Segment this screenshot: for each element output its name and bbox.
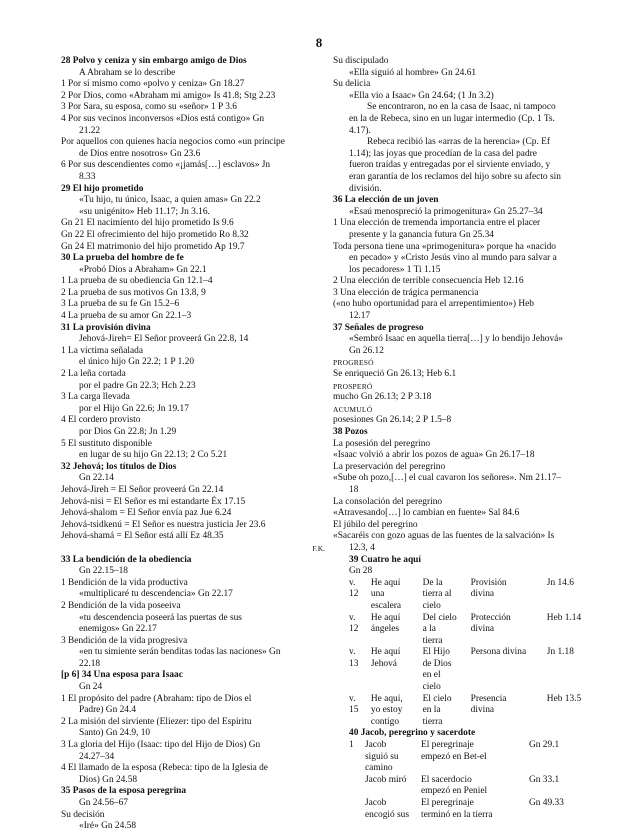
text-line: Gn 22.15–18 <box>79 566 128 577</box>
text-line: ACUMULÓ <box>333 404 373 414</box>
reference-cell: Gn 33.1 <box>529 774 560 785</box>
author-initials: F.K. <box>312 543 325 553</box>
section-heading: 29 El hijo prometido <box>61 183 144 194</box>
page-number: 8 <box>315 35 323 50</box>
text-line: posesiones Gn 26.14; 2 P 1.5–8 <box>333 415 452 426</box>
text-line: eran garantía de los reclamos del hijo sobre su afecto sin <box>349 171 561 182</box>
text-line: Su discipulado <box>333 56 389 66</box>
text-line: 12.17 <box>349 311 371 322</box>
text-line: Su decisión <box>61 809 105 820</box>
text-line: Jehová-Jireh= El Señor proveerá Gn 22.8, 14 <box>79 334 249 345</box>
left-column <box>61 56 325 833</box>
number-cell <box>349 798 365 821</box>
text-line: Gn 24 El matrimonio del hijo prometido Ap 19.7 <box>61 241 245 252</box>
text-line: «Iré» Gn 24.58 <box>79 821 137 832</box>
section-heading: 40 Jacob, peregrino y sacerdote <box>349 728 476 739</box>
text-line <box>61 543 325 555</box>
divine-cell: Persona divina <box>470 647 527 658</box>
jacob-action-cell: Jacob encogió sus <box>365 798 410 820</box>
text-line: Gn 26.12 <box>349 345 384 356</box>
text-line: Se encontraron, no en la casa de Isaac, ni tampoco <box>367 102 556 113</box>
reference-cell: Gn 49.33 <box>529 798 564 808</box>
text-line: Por aquellos con quienes hacía negocios como «un príncipe <box>61 137 285 148</box>
verse-cell: v. 12 <box>349 612 359 635</box>
text-line: enemigos» Gn 22.17 <box>79 624 157 635</box>
text-line: 3 La gloria del Hijo (Isaac: tipo del Hijo de Dios) Gn <box>61 740 261 751</box>
text-line: Gn 28 <box>349 566 373 577</box>
section-heading: 32 Jehová; los títulos de Dios <box>61 461 177 472</box>
text-line: El júbilo del peregrino <box>333 519 418 530</box>
text-line: 4 Por sus vecinos inconversos «Dios está contigo» Gn <box>61 113 265 124</box>
section-heading: 31 La provisión divina <box>61 322 151 333</box>
table-row <box>349 578 591 613</box>
text-line: 5 El sustituto disponible <box>61 438 152 449</box>
text-line: 2 La misión del sirviente (Eliezer: tipo del Espíritu <box>61 716 252 727</box>
direction-cell: El Hijo de Dios en el cielo <box>422 647 452 693</box>
text-line: Gn 22.14 <box>79 473 114 484</box>
text-line: 1 Por sí mismo como «polvo y ceniza» Gn 18.27 <box>61 79 245 90</box>
right-column <box>333 56 591 821</box>
text-line: 3 Una elección de trágica permanencia <box>333 287 479 298</box>
table-row <box>349 775 579 798</box>
text-line: 3 Por Sara, su esposa, como su «señor» 1 P 3.6 <box>61 102 237 113</box>
reference-cell: Heb 13.5 <box>546 693 582 704</box>
he-aqui-cell: He aquí, yo estoy contigo <box>370 693 403 727</box>
text-line: el único hijo Gn 22.2; 1 P 1.20 <box>79 357 195 368</box>
reference-cell: Jn 14.6 <box>546 577 574 588</box>
jacob-table <box>349 740 579 821</box>
text-line: «Ella siguió al hombre» Gn 24.61 <box>349 67 477 78</box>
text-line: 4 El llamado de la esposa (Rebeca: tipo de la Iglesia de <box>61 763 268 774</box>
text-line: por el padre Gn 22.3; Hch 2.23 <box>79 380 196 391</box>
section-heading: 35 Pasos de la esposa peregrina <box>61 786 187 797</box>
text-line: «Atravesando[…] lo cambian en fuente» Sal 84.6 <box>333 508 520 519</box>
table-row <box>349 613 591 648</box>
text-line: Su delicia <box>333 79 371 90</box>
text-line: («no hubo oportunidad para el arrepentimiento») Heb <box>333 299 534 310</box>
verse-cell: v. 13 <box>349 647 359 669</box>
text-line: La consolación del peregrino <box>333 496 443 507</box>
verse-cell: v. 12 <box>349 577 359 600</box>
section-heading: 39 Cuatro he aquí <box>349 554 421 565</box>
text-line: 4.17). <box>349 125 371 136</box>
text-line: 8.33 <box>79 171 96 182</box>
text-line: Jehová-nisi = El Señor es mi estandarte Éx 17.15 <box>61 496 246 507</box>
text-line: PROGRESÓ <box>333 358 374 368</box>
number-cell: 1 <box>349 740 354 751</box>
text-line: división. <box>349 183 382 194</box>
text-line: Rebeca recibió las «arras de la herencia» (Cp. Ef <box>367 137 550 148</box>
text-line: 22.18 <box>79 658 101 669</box>
text-line: los pecadores» 1 Ti 1.15 <box>349 264 441 275</box>
text-line: 1 La víctima señalada <box>61 345 143 356</box>
text-line: de Dios entre nosotros» Gn 23.6 <box>79 148 201 159</box>
section-heading: 28 Polvo y ceniza y sin embargo amigo de Dios <box>61 56 247 66</box>
text-line: «tu descendencia poseerá las puertas de sus <box>79 612 242 623</box>
text-line: en pecado» y «Cristo Jesús vino al mundo para salvar a <box>349 253 557 264</box>
reference-cell: Jn 1.18 <box>546 647 574 658</box>
text-line: 6 Por sus descendientes como «¡jamás[…] esclavos» Jn <box>61 160 271 171</box>
text-line: «en tu simiente serán benditas todas las naciones» Gn <box>79 647 281 658</box>
text-line: por Dios Gn 22.8; Jn 1.29 <box>79 427 177 437</box>
description-cell: El peregrinaje terminó en la tierra <box>421 798 493 820</box>
table-row <box>349 647 591 693</box>
table-row <box>349 694 591 729</box>
text-line: Dios) Gn 24.58 <box>79 774 138 785</box>
text-line: 3 La carga llevada <box>61 392 130 403</box>
text-line: 1 Una elección de tremenda importancia entre el placer <box>333 218 541 229</box>
text-line: «Sube oh pozo,[…] el cual cavaron los señores». Nm 21.17– <box>333 473 562 484</box>
verse-cell: v. 15 <box>349 693 359 716</box>
he-aqui-cell: He aquí Jehová <box>370 647 401 669</box>
table-row <box>349 740 579 775</box>
direction-cell: Del cielo a la tierra <box>422 612 457 646</box>
text-line: Gn 22 El ofrecimiento del hijo prometido Ro 8.32 <box>61 229 249 240</box>
text-line: 18 <box>349 484 359 495</box>
text-line: en lugar de su hijo Gn 22.13; 2 Co 5.21 <box>79 450 228 461</box>
he-aqui-cell: He aquí ángeles <box>370 612 401 635</box>
text-line: «su unigénito» Heb 11.17; Jn 3.16. <box>79 206 210 217</box>
description-cell: El peregrinaje empezó en Bet-el <box>421 740 487 762</box>
text-line: 1 El propósito del padre (Abraham: tipo de Dios el <box>61 693 252 704</box>
text-line: mucho Gn 26.13; 2 P 3.18 <box>333 392 432 403</box>
section-heading: 30 La prueba del hombre de fe <box>61 253 184 264</box>
text-line: 24.27–34 <box>79 751 115 762</box>
text-line: A Abraham se lo describe <box>79 67 176 78</box>
text-line: en la de Rebeca, sino en un lugar intermedio (Cp. 1 Ts. <box>349 113 555 124</box>
text-line: 4 La prueba de su amor Gn 22.1–3 <box>61 311 192 322</box>
divine-cell: Provisión divina <box>470 577 507 600</box>
text-line: 2 Bendición de la vida poseeiva <box>61 600 181 611</box>
text-line: 12.3, 4 <box>349 542 375 553</box>
he-aqui-cell: He aquí una escalera <box>370 577 402 611</box>
text-line: 2 La prueba de sus motivos Gn 13.8, 9 <box>61 287 206 298</box>
text-line: «Isaac volvió a abrir los pozos de agua» Gn 26.17–18 <box>333 450 535 461</box>
section-heading: 36 La elección de un joven <box>333 195 439 206</box>
text-line: Padre) Gn 24.4 <box>79 705 137 716</box>
text-line: Jehová-Jireh = El Señor proveerá Gn 22.14 <box>61 484 224 495</box>
text-line: 2 Por Dios, como «Abraham mi amigo» Is 41.8; Stg 2.23 <box>61 90 276 101</box>
text-line: 4 El cordero provisto <box>61 415 141 426</box>
text-line: Gn 24 <box>79 682 103 693</box>
jacob-action-cell: Jacob miró <box>365 774 407 785</box>
text-line: PROSPERÓ <box>333 381 373 391</box>
text-line: «Ella vio a Isaac» Gn 24.64; (1 Jn 3.2) <box>349 90 494 101</box>
divine-cell: Protección divina <box>470 612 511 635</box>
text-line: Se enriqueció Gn 26.13; Heb 6.1 <box>333 369 457 380</box>
direction-cell: El cielo en la tierra <box>422 693 452 727</box>
text-line: 1 La prueba de su obediencia Gn 12.1–4 <box>61 276 213 287</box>
description-cell: El sacerdocio empezó en Peniel <box>421 774 488 797</box>
text-line: 2 La leña cortada <box>61 369 126 380</box>
text-line: 1 Bendición de la vida productiva <box>61 577 188 588</box>
text-line: 21.22 <box>79 125 101 136</box>
text-line: Gn 24.56–67 <box>79 798 128 808</box>
section-heading: 37 Señales de progreso <box>333 322 424 333</box>
reference-cell: Gn 29.1 <box>529 740 560 751</box>
text-line: fueron traídas y entregadas por el sirviente enviado, y <box>349 160 551 171</box>
text-line: Jehová-shamá = El Señor está allí Ez 48.35 <box>61 531 224 542</box>
cuatro-he-aqui-table <box>349 578 591 729</box>
table-row <box>349 798 579 821</box>
number-cell <box>349 775 365 798</box>
text-line: 3 Bendición de la vida progresiva <box>61 635 188 646</box>
reference-cell: Heb 1.14 <box>546 612 582 623</box>
text-line: «multiplicaré tu descendencia» Gn 22.17 <box>79 589 233 600</box>
text-line: «Tu hijo, tu único, Isaac, a quien amas» Gn 22.2 <box>79 195 261 206</box>
text-line: presente y la ganancia futura Gn 25.34 <box>349 229 494 240</box>
direction-cell: De la tierra al cielo <box>422 577 452 611</box>
text-line: «Sembró Isaac en aquella tierra[…] y lo bendijo Jehová» <box>349 334 563 345</box>
divine-cell: Presencia divina <box>470 693 507 716</box>
text-line: Gn 21 El nacimiento del hijo prometido Is 9.6 <box>61 218 234 229</box>
text-line: 2 Una elección de terrible consecuencia Heb 12.16 <box>333 276 524 287</box>
section-heading: [p 6] 34 Una esposa para Isaac <box>61 670 183 681</box>
section-heading: 38 Pozos <box>333 427 368 437</box>
text-line: «Esaú menospreció la primogenitura» Gn 25.27–34 <box>349 206 543 217</box>
text-line: Jehová-shalom = El Señor envía paz Jue 6.24 <box>61 508 232 519</box>
jacob-action-cell: Jacob siguió su camino <box>365 740 399 774</box>
text-line: 1.14); las joyas que procedían de la casa del padre <box>349 148 537 159</box>
section-heading: 33 La bendición de la obediencia <box>61 554 192 565</box>
text-line: «Probó Dios a Abraham» Gn 22.1 <box>79 264 207 275</box>
text-line: por el Hijo Gn 22.6; Jn 19.17 <box>79 403 189 414</box>
text-line: La posesión del peregrino <box>333 438 431 449</box>
text-line: La preservación del peregrino <box>333 461 446 472</box>
text-line: 3 La prueba de su fe Gn 15.2–6 <box>61 299 180 310</box>
text-line: Santo) Gn 24.9, 10 <box>79 728 151 739</box>
text-line: Toda persona tiene una «primogenitura» porque ha «nacido <box>333 241 556 252</box>
text-line: Jehová-tsidkenú = El Señor es nuestra justicia Jer 23.6 <box>61 519 266 530</box>
text-line: «Sacaréis con gozo aguas de las fuentes de la salvación» Is <box>333 531 555 542</box>
